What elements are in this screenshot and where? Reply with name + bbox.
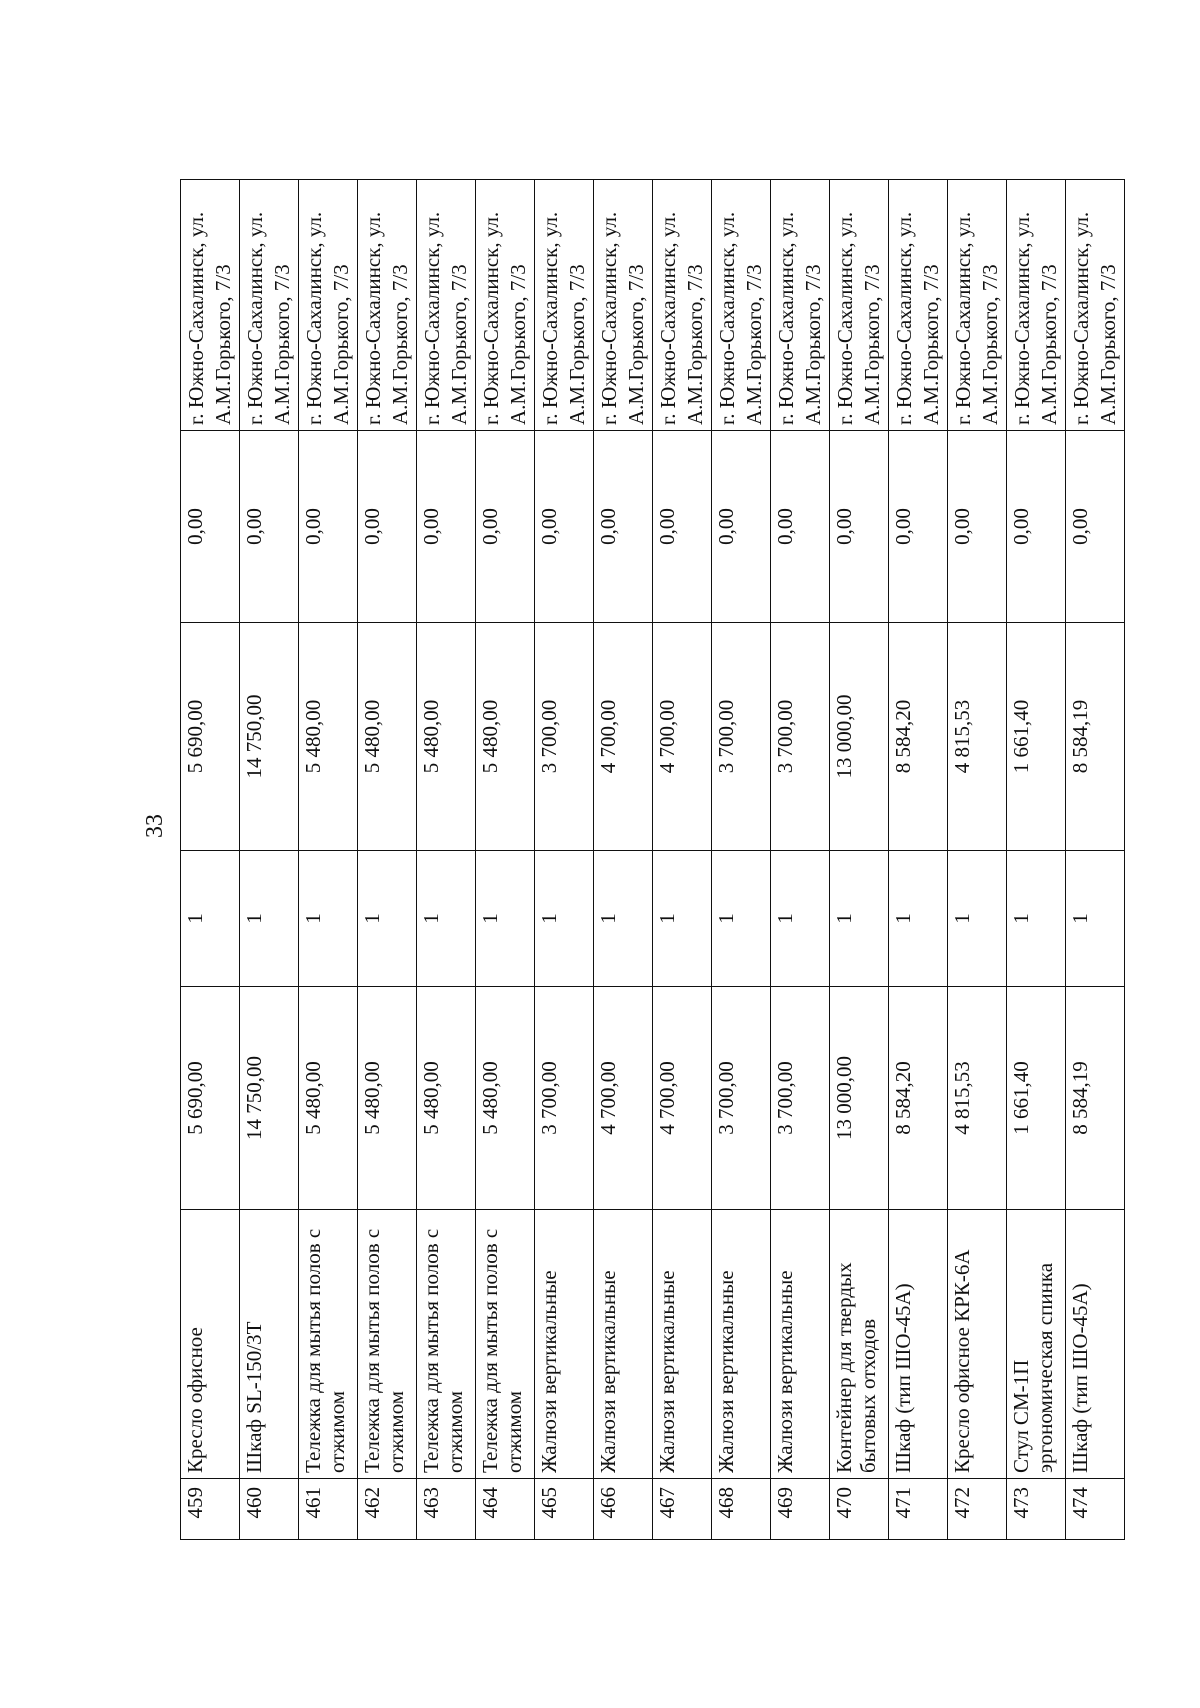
address-cell: г. Южно-Сахалинск, ул. А.М.Горького, 7/3 xyxy=(594,180,653,431)
item-name-cell: Кресло офисное КРК-6А xyxy=(948,1210,1007,1479)
total-cost-cell: 8 584,20 xyxy=(889,623,948,851)
table-row xyxy=(476,180,535,1540)
unit-price-cell: 8 584,19 xyxy=(1066,987,1125,1210)
address-cell: г. Южно-Сахалинск, ул. А.М.Горького, 7/3 xyxy=(1066,180,1125,431)
address-cell: г. Южно-Сахалинск, ул. А.М.Горького, 7/3 xyxy=(653,180,712,431)
item-name-cell: Жалюзи вертикальные xyxy=(771,1210,830,1479)
rotated-table-frame xyxy=(180,180,1120,1540)
item-name-cell: Контейнер для твердых бытовых отходов xyxy=(830,1210,889,1479)
total-cost-cell: 4 700,00 xyxy=(653,623,712,851)
residual-value-cell: 0,00 xyxy=(181,431,240,623)
quantity-cell: 1 xyxy=(240,851,299,987)
residual-value-cell: 0,00 xyxy=(417,431,476,623)
quantity-cell: 1 xyxy=(712,851,771,987)
table-row xyxy=(1066,180,1125,1540)
item-name-cell: Тележка для мытья полов с отжимом xyxy=(476,1210,535,1479)
row-number-cell: 474 xyxy=(1066,1479,1125,1540)
residual-value-cell: 0,00 xyxy=(240,431,299,623)
residual-value-cell: 0,00 xyxy=(771,431,830,623)
unit-price-cell: 5 480,00 xyxy=(476,987,535,1210)
row-number-cell: 459 xyxy=(181,1479,240,1540)
table-row xyxy=(240,180,299,1540)
row-number-cell: 467 xyxy=(653,1479,712,1540)
total-cost-cell: 4 700,00 xyxy=(594,623,653,851)
total-cost-cell: 8 584,19 xyxy=(1066,623,1125,851)
table-row xyxy=(535,180,594,1540)
item-name-cell: Жалюзи вертикальные xyxy=(712,1210,771,1479)
row-number-cell: 465 xyxy=(535,1479,594,1540)
inventory-table-container xyxy=(180,180,1120,1540)
inventory-table xyxy=(180,179,1125,1540)
table-row xyxy=(1007,180,1066,1540)
unit-price-cell: 3 700,00 xyxy=(771,987,830,1210)
table-row xyxy=(712,180,771,1540)
row-number-cell: 473 xyxy=(1007,1479,1066,1540)
row-number-cell: 462 xyxy=(358,1479,417,1540)
total-cost-cell: 5 480,00 xyxy=(358,623,417,851)
total-cost-cell: 5 480,00 xyxy=(299,623,358,851)
item-name-cell: Тележка для мытья полов с отжимом xyxy=(417,1210,476,1479)
address-cell: г. Южно-Сахалинск, ул. А.М.Горького, 7/3 xyxy=(240,180,299,431)
total-cost-cell: 4 815,53 xyxy=(948,623,1007,851)
item-name-cell: Кресло офисное xyxy=(181,1210,240,1479)
row-number-cell: 472 xyxy=(948,1479,1007,1540)
table-row xyxy=(948,180,1007,1540)
row-number-cell: 468 xyxy=(712,1479,771,1540)
table-row xyxy=(594,180,653,1540)
residual-value-cell: 0,00 xyxy=(1066,431,1125,623)
total-cost-cell: 5 480,00 xyxy=(417,623,476,851)
item-name-cell: Шкаф SL-150/3T xyxy=(240,1210,299,1479)
total-cost-cell: 3 700,00 xyxy=(771,623,830,851)
address-cell: г. Южно-Сахалинск, ул. А.М.Горького, 7/3 xyxy=(889,180,948,431)
item-name-cell: Жалюзи вертикальные xyxy=(535,1210,594,1479)
residual-value-cell: 0,00 xyxy=(476,431,535,623)
item-name-cell: Жалюзи вертикальные xyxy=(653,1210,712,1479)
total-cost-cell: 5 480,00 xyxy=(476,623,535,851)
total-cost-cell: 3 700,00 xyxy=(535,623,594,851)
quantity-cell: 1 xyxy=(653,851,712,987)
unit-price-cell: 5 690,00 xyxy=(181,987,240,1210)
quantity-cell: 1 xyxy=(358,851,417,987)
unit-price-cell: 1 661,40 xyxy=(1007,987,1066,1210)
quantity-cell: 1 xyxy=(476,851,535,987)
item-name-cell: Стул СМ-1П эргономическая спинка xyxy=(1007,1210,1066,1479)
residual-value-cell: 0,00 xyxy=(594,431,653,623)
unit-price-cell: 4 700,00 xyxy=(594,987,653,1210)
address-cell: г. Южно-Сахалинск, ул. А.М.Горького, 7/3 xyxy=(417,180,476,431)
table-row xyxy=(358,180,417,1540)
quantity-cell: 1 xyxy=(1066,851,1125,987)
residual-value-cell: 0,00 xyxy=(1007,431,1066,623)
unit-price-cell: 4 700,00 xyxy=(653,987,712,1210)
table-row xyxy=(653,180,712,1540)
address-cell: г. Южно-Сахалинск, ул. А.М.Горького, 7/3 xyxy=(1007,180,1066,431)
total-cost-cell: 14 750,00 xyxy=(240,623,299,851)
residual-value-cell: 0,00 xyxy=(948,431,1007,623)
row-number-cell: 466 xyxy=(594,1479,653,1540)
row-number-cell: 461 xyxy=(299,1479,358,1540)
table-row xyxy=(771,180,830,1540)
row-number-cell: 469 xyxy=(771,1479,830,1540)
item-name-cell: Тележка для мытья полов с отжимом xyxy=(299,1210,358,1479)
unit-price-cell: 14 750,00 xyxy=(240,987,299,1210)
total-cost-cell: 13 000,00 xyxy=(830,623,889,851)
quantity-cell: 1 xyxy=(830,851,889,987)
address-cell: г. Южно-Сахалинск, ул. А.М.Горького, 7/3 xyxy=(299,180,358,431)
total-cost-cell: 5 690,00 xyxy=(181,623,240,851)
residual-value-cell: 0,00 xyxy=(535,431,594,623)
address-cell: г. Южно-Сахалинск, ул. А.М.Горького, 7/3 xyxy=(535,180,594,431)
quantity-cell: 1 xyxy=(535,851,594,987)
residual-value-cell: 0,00 xyxy=(299,431,358,623)
item-name-cell: Шкаф (тип ШО-45А) xyxy=(889,1210,948,1479)
quantity-cell: 1 xyxy=(417,851,476,987)
unit-price-cell: 5 480,00 xyxy=(299,987,358,1210)
unit-price-cell: 4 815,53 xyxy=(948,987,1007,1210)
item-name-cell: Шкаф (тип ШО-45А) xyxy=(1066,1210,1125,1479)
quantity-cell: 1 xyxy=(299,851,358,987)
row-number-cell: 471 xyxy=(889,1479,948,1540)
address-cell: г. Южно-Сахалинск, ул. А.М.Горького, 7/3 xyxy=(358,180,417,431)
residual-value-cell: 0,00 xyxy=(830,431,889,623)
unit-price-cell: 8 584,20 xyxy=(889,987,948,1210)
table-row xyxy=(417,180,476,1540)
unit-price-cell: 3 700,00 xyxy=(712,987,771,1210)
item-name-cell: Жалюзи вертикальные xyxy=(594,1210,653,1479)
unit-price-cell: 5 480,00 xyxy=(417,987,476,1210)
table-row xyxy=(299,180,358,1540)
inventory-table-body xyxy=(181,180,1125,1540)
table-row xyxy=(181,180,240,1540)
unit-price-cell: 3 700,00 xyxy=(535,987,594,1210)
quantity-cell: 1 xyxy=(594,851,653,987)
quantity-cell: 1 xyxy=(948,851,1007,987)
quantity-cell: 1 xyxy=(181,851,240,987)
unit-price-cell: 5 480,00 xyxy=(358,987,417,1210)
address-cell: г. Южно-Сахалинск, ул. А.М.Горького, 7/3 xyxy=(830,180,889,431)
address-cell: г. Южно-Сахалинск, ул. А.М.Горького, 7/3 xyxy=(771,180,830,431)
quantity-cell: 1 xyxy=(889,851,948,987)
item-name-cell: Тележка для мытья полов с отжимом xyxy=(358,1210,417,1479)
residual-value-cell: 0,00 xyxy=(889,431,948,623)
total-cost-cell: 3 700,00 xyxy=(712,623,771,851)
residual-value-cell: 0,00 xyxy=(358,431,417,623)
table-row xyxy=(889,180,948,1540)
row-number-cell: 470 xyxy=(830,1479,889,1540)
row-number-cell: 463 xyxy=(417,1479,476,1540)
quantity-cell: 1 xyxy=(771,851,830,987)
page-number: 33 xyxy=(142,814,168,838)
address-cell: г. Южно-Сахалинск, ул. А.М.Горького, 7/3 xyxy=(476,180,535,431)
residual-value-cell: 0,00 xyxy=(653,431,712,623)
row-number-cell: 460 xyxy=(240,1479,299,1540)
total-cost-cell: 1 661,40 xyxy=(1007,623,1066,851)
row-number-cell: 464 xyxy=(476,1479,535,1540)
address-cell: г. Южно-Сахалинск, ул. А.М.Горького, 7/3 xyxy=(948,180,1007,431)
residual-value-cell: 0,00 xyxy=(712,431,771,623)
unit-price-cell: 13 000,00 xyxy=(830,987,889,1210)
table-row xyxy=(830,180,889,1540)
address-cell: г. Южно-Сахалинск, ул. А.М.Горького, 7/3 xyxy=(181,180,240,431)
quantity-cell: 1 xyxy=(1007,851,1066,987)
address-cell: г. Южно-Сахалинск, ул. А.М.Горького, 7/3 xyxy=(712,180,771,431)
